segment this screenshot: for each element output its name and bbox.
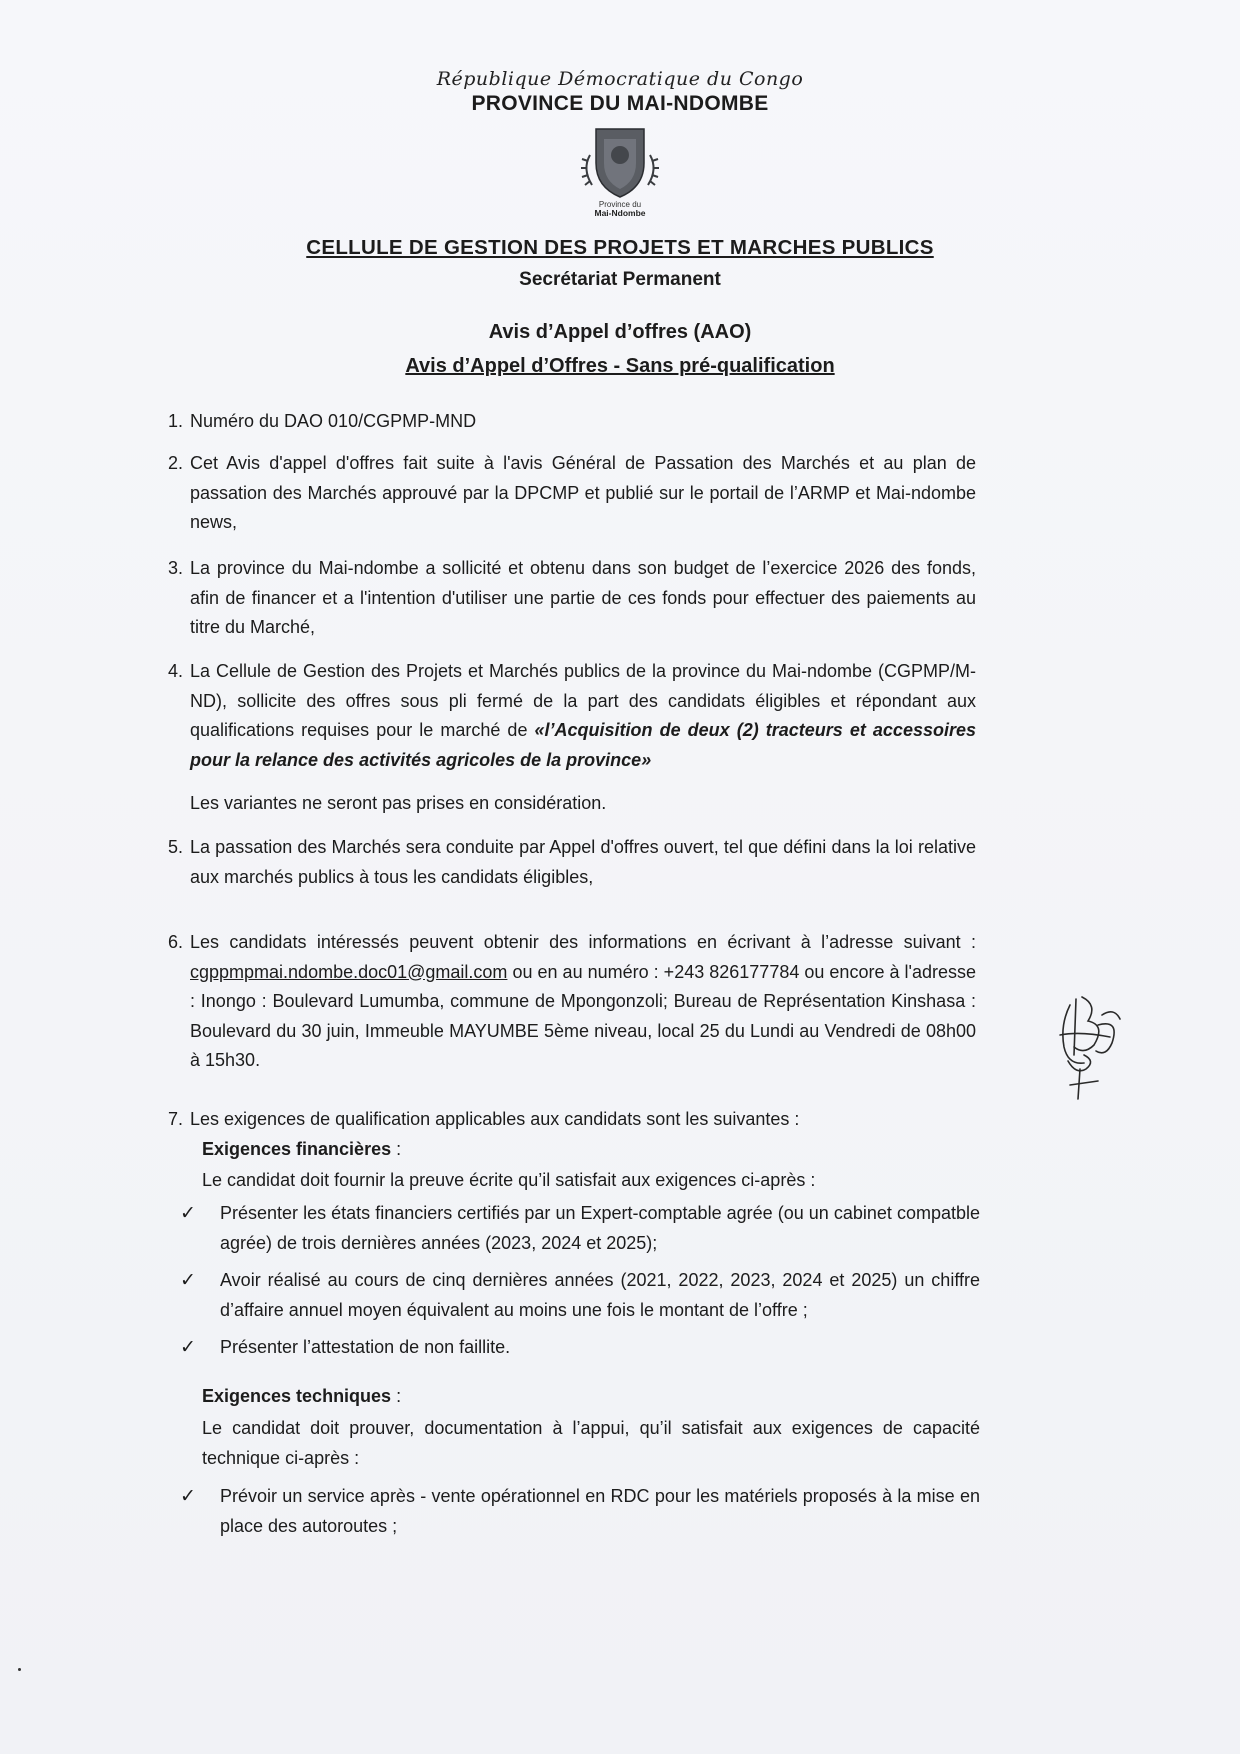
check-mark-icon: ✓ [180, 1203, 196, 1224]
item-number: 3. [168, 558, 184, 578]
item-2 [168, 449, 976, 538]
item-text: Cet Avis d'appel d'offres fait suite à l'avis Général de Passation des Marchés et au plan de passation des Marchés approuvé par la DPCMP et publié sur le portail de l’ARMP et Mai-ndombe news, [190, 453, 976, 532]
item-3 [168, 554, 976, 643]
item-5 [168, 833, 976, 892]
coat-of-arms-icon [560, 125, 680, 217]
handwritten-signature-icon [1040, 985, 1150, 1105]
avis-subtitle: Avis d’Appel d’Offres - Sans pré-qualification [405, 355, 835, 377]
check-text: Prévoir un service après - vente opérationnel en RDC pour les matériels proposés à la mise en place des autoroutes ; [220, 1486, 980, 1536]
item-number: 1. [168, 411, 184, 431]
variantes-note: Les variantes ne seront pas prises en considération. [190, 793, 607, 813]
contact-email-link[interactable]: cgppmpmai.ndombe.doc01@gmail.com [190, 961, 508, 982]
check-mark-icon: ✓ [180, 1337, 196, 1358]
technical-heading: Exigences techniques : [202, 1386, 402, 1406]
scan-speck [18, 1668, 21, 1671]
item-number: 6. [168, 932, 184, 952]
item-text: La Cellule de Gestion des Projets et Marchés publics de la province du Mai-ndombe (CGPMP/M-ND), sollicite des offres sous pli fermé de la part des candidats éligibles et répondant aux qualifications requises pour le marché de [190, 661, 976, 740]
item-4 [168, 657, 976, 775]
item-number: 4. [168, 661, 184, 681]
province-title: PROVINCE DU MAI-NDOMBE [471, 92, 769, 115]
secretariat-title: Secrétariat Permanent [519, 269, 721, 290]
item-text-contact: ou en au numéro : +243 826177784 ou encore à l'adresse : Inongo : Boulevard Lumumba, commune de Mpongonzoli; Bureau de Représentation Kinshasa : Boulevard du 30 juin, Immeuble MAYUMBE 5ème niveau, local 25 du Lundi au Vendredi de 08h00 à 15h30. [190, 961, 976, 1070]
avis-title: Avis d’Appel d’offres (AAO) [488, 321, 752, 343]
cellule-title: CELLULE DE GESTION DES PROJETS ET MARCHES PUBLICS [306, 236, 934, 259]
item-number: 7. [168, 1109, 184, 1129]
technical-intro: Le candidat doit prouver, documentation à l’appui, qu’il satisfait aux exigences de capacité technique ci-après : [202, 1418, 980, 1468]
item-text: Numéro du DAO 010/CGPMP-MND [190, 411, 477, 431]
item-number: 2. [168, 453, 184, 473]
emblem-caption-2: Mai-Ndombe [594, 208, 646, 217]
item-text: Les exigences de qualification applicables aux candidats sont les suivantes : [190, 1109, 800, 1129]
item-1 [168, 407, 976, 437]
financial-heading: Exigences financières : [202, 1139, 402, 1159]
check-text: Présenter l’attestation de non faillite. [220, 1337, 511, 1357]
item-text: La passation des Marchés sera conduite par Appel d'offres ouvert, tel que défini dans la loi relative aux marchés publics à tous les candidats éligibles, [190, 837, 976, 887]
check-mark-icon: ✓ [180, 1486, 196, 1507]
item-number: 5. [168, 837, 184, 857]
item-text: Les candidats intéressés peuvent obtenir des informations en écrivant à l’adresse suivant : [190, 932, 976, 952]
item-6 [168, 928, 976, 1076]
market-object: «l’Acquisition de deux (2) tracteurs et accessoires pour la relance des activités agricoles de la province» [190, 720, 976, 770]
emblem-caption-1: Province du [598, 200, 642, 209]
financial-intro: Le candidat doit fournir la preuve écrite qu’il satisfait aux exigences ci-après : [202, 1170, 816, 1190]
province-emblem [560, 125, 680, 217]
item-text: La province du Mai-ndombe a sollicité et obtenu dans son budget de l’exercice 2026 des fonds, afin de financer et a l'intention d'utiliser une partie de ces fonds pour effectuer des paiements au titre du Marché, [190, 558, 976, 637]
check-mark-icon: ✓ [180, 1270, 196, 1291]
check-text: Présenter les états financiers certifiés par un Expert-comptable agrée (ou un cabinet compatble agrée) de trois dernières années (2023, 2024 et 2025); [220, 1203, 980, 1253]
item-7 [168, 1105, 976, 1135]
check-text: Avoir réalisé au cours de cinq dernières années (2021, 2022, 2023, 2024 et 2025) un chiffre d’affaire annuel moyen équivalent au moins une fois le montant de l’offre ; [220, 1270, 980, 1320]
republic-line: République Démocratique du Congo [436, 68, 804, 90]
letterhead [0, 68, 1240, 217]
